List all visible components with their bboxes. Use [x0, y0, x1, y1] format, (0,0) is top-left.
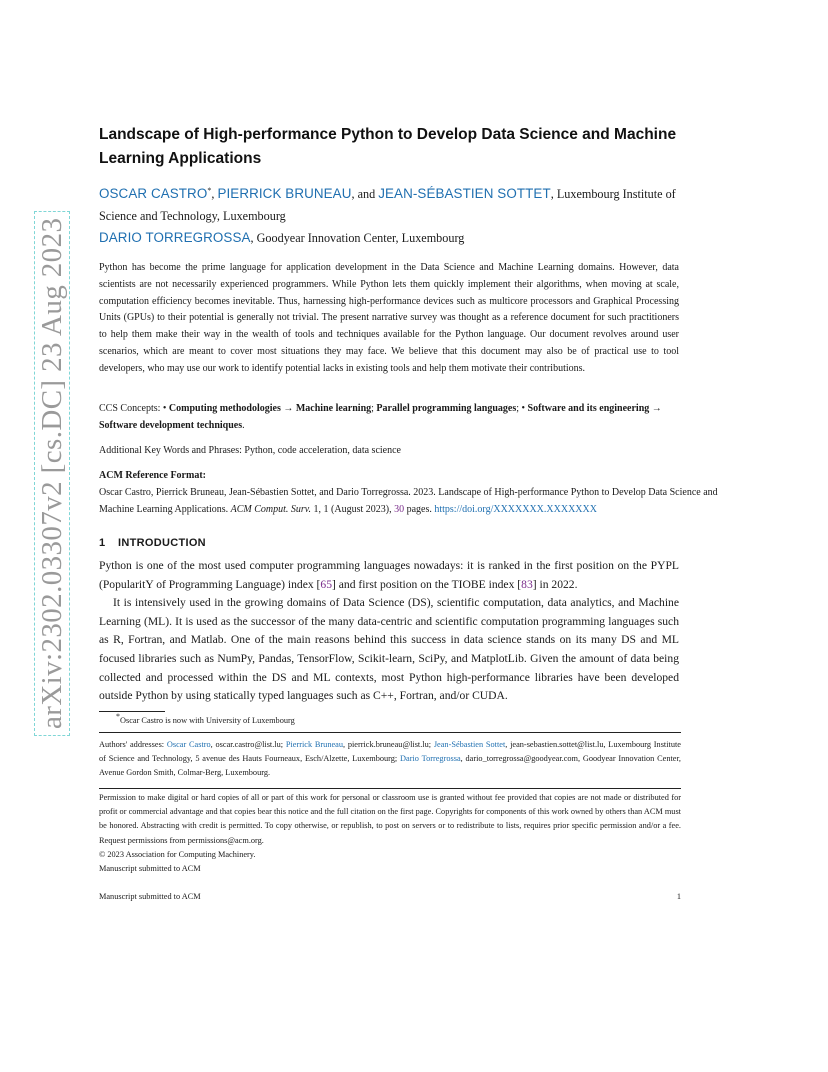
author-footnote-mark: * [207, 185, 212, 195]
ccs-label: CCS Concepts: • [99, 403, 169, 414]
author-link-sottet[interactable]: JEAN-SÉBASTIEN SOTTET [378, 186, 551, 201]
author-separator: , and [351, 187, 379, 201]
author-addresses [99, 738, 681, 781]
doi-link[interactable]: https://doi.org/XXXXXXX.XXXXXXX [434, 503, 597, 515]
footnote [116, 714, 698, 728]
author-link-bruneau[interactable]: PIERRICK BRUNEAU [217, 186, 352, 201]
ccs-separator: ; [371, 403, 377, 414]
footnote-rule [99, 711, 165, 712]
copyright-line: © 2023 Association for Computing Machinery. [99, 849, 256, 859]
arxiv-stamp: arXiv:2302.03307v2 [cs.DC] 23 Aug 2023 [34, 211, 70, 736]
citation-link[interactable]: 65 [320, 577, 333, 591]
ccs-separator: ; • [516, 403, 528, 414]
section-title: INTRODUCTION [118, 537, 206, 549]
keywords: Additional Key Words and Phrases: Python, code acceleration, data science [99, 445, 401, 456]
acm-reference-text: 1, 1 (August 2023), [311, 503, 395, 515]
address-text: , oscar.castro@list.lu; [210, 740, 286, 749]
acm-reference-text: pages. [404, 503, 435, 515]
permission-rule [99, 788, 681, 789]
page-count-link[interactable]: 30 [394, 503, 405, 515]
ccs-concept: Software and its engineering → Software development techniques [99, 403, 662, 431]
page-number: 1 [676, 892, 681, 901]
address-text: , dario_torregrossa@goodyear.com, Goodyear Innovation Center, Avenue Gordon Smith, Colmar-Berg, Luxembourg. [99, 754, 681, 778]
address-text: , jean-sebastien.sottet@list.lu, Luxembourg Institute of Science and Technology, 5 avenue des Hauts Fourneaux, Esch/Alzette, Luxembourg; [99, 740, 681, 764]
manuscript-note: Manuscript submitted to ACM [99, 864, 201, 874]
footnote-text: Oscar Castro is now with University of Luxembourg [120, 716, 295, 725]
intro-text: Python is one of the most used computer programming languages nowadays: it is ranked in the first position on the PYPL (PopularitY of Programming Language) index [ [99, 559, 679, 591]
addresses-label: Authors' addresses: [99, 740, 167, 749]
permission-block [99, 791, 681, 876]
footnote-mark: * [116, 712, 120, 722]
author-affiliation: , Goodyear Innovation Center, Luxembourg [250, 231, 465, 245]
ccs-concepts [99, 401, 679, 435]
intro-body [99, 557, 679, 706]
author-line-1 [99, 186, 719, 202]
intro-paragraph: It is intensively used in the growing domains of Data Science (DS), scientific computation, data analytics, and Machine Learning (ML). It is used as the successor of the many data-centric and scientific computation programming languages such as R, Fortran, and Matlab. One of the main reasons behind this success in data science stands on its many DS and ML focused libraries such as NumPy, Pandas, TensorFlow, Scikit-learn, SciPy, and MatplotLib. Given the amount of data being collected and processed within the DS and ML contexts, most Python high-performance libraries have been developed outside Python by using statically typed languages such as C++, Fortran, and/or CUDA. [99, 596, 679, 703]
address-author-link[interactable]: Oscar Castro [166, 740, 211, 749]
address-author-link[interactable]: Jean-Sébastien Sottet [433, 740, 506, 749]
author-line-3 [99, 230, 719, 246]
ccs-concept: Parallel programming languages [376, 403, 517, 414]
section-number: 1 [99, 537, 106, 549]
paper-title: Landscape of High-performance Python to Develop Data Science and Machine Learning Applications [99, 126, 677, 167]
address-rule [99, 732, 681, 733]
address-author-link[interactable]: Dario Torregrossa [400, 754, 461, 764]
author-link-torregrossa[interactable]: DARIO TORREGROSSA [99, 230, 251, 245]
abstract: Python has become the prime language for application development in the Data Science and Machine Learning domains. However, data scientists are not necessarily experienced programmers. While Python lets them quickly implement their algorithms, when moving at scale, computation efficiency becomes inevitable. Thus, harnessing high-performance devices such as multicore processors and Graphical Processing Units (GPUs) to their potential is generally not trivial. The present narrative survey was thought as a reference document for such practitioners to help them make their way in the wealth of tools and techniques available for the Python language. Our document revolves around user scenarios, which are meant to cover most situations they may face. We believe that this document may also be of practical use to tool developers, who may use our work to identify potential lacks in existing tools and help them motivate their contributions. [99, 262, 679, 374]
ccs-concept: Computing methodologies → Machine learning [168, 403, 372, 414]
address-author-link[interactable]: Pierrick Bruneau [285, 740, 343, 749]
author-line-2: Science and Technology, Luxembourg [99, 209, 286, 223]
author-affiliation: , Luxembourg Institute of [550, 187, 676, 201]
acm-reference [99, 485, 719, 519]
running-footer [99, 892, 681, 901]
acm-reference-heading: ACM Reference Format: [99, 470, 206, 481]
permission-notice: Permission to make digital or hard copies of all or part of this work for personal or classroom use is granted without fee provided that copies are not made or distributed for profit or commercial advantage and that copies bear this notice and the full citation on the first page. Copyrights for components of this work owned by others than ACM must be honored. Abstracting with credit is permitted. To copy otherwise, or republish, to post on servers or to redistribute to lists, requires prior specific permission and/or a fee. Request permissions from permissions@acm.org. [99, 793, 681, 845]
author-separator: , [211, 187, 218, 201]
intro-paragraph [99, 557, 679, 594]
author-link-castro[interactable]: OSCAR CASTRO [99, 186, 208, 201]
intro-text: ] and first position on the TIOBE index [ [332, 577, 522, 591]
address-text: , pierrick.bruneau@list.lu; [343, 740, 434, 749]
intro-text: ] in 2022. [532, 577, 578, 591]
ccs-end: . [242, 419, 245, 431]
acm-reference-text: Oscar Castro, Pierrick Bruneau, Jean-Sébastien Sottet, and Dario Torregrossa. 2023. Landscape of High-performance Python to Develop Data Science and Machine Learning Applications. [99, 487, 718, 515]
citation-link[interactable]: 83 [521, 577, 533, 591]
journal-name: ACM Comput. Surv. [230, 503, 312, 515]
section-heading [99, 537, 206, 549]
running-footer-text: Manuscript submitted to ACM [99, 892, 201, 901]
